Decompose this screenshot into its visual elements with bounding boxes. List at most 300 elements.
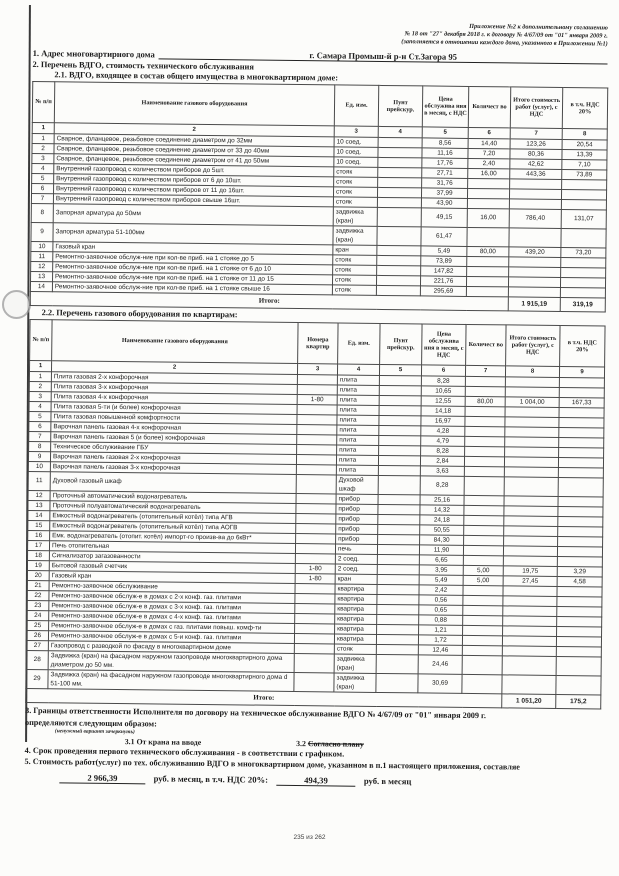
table-cell: 10,65 xyxy=(421,385,465,395)
option-3-2-text-struck: Согласно плану xyxy=(307,739,364,750)
table-cell: 84,30 xyxy=(420,534,464,544)
table-cell: 12 xyxy=(28,490,50,500)
table-cell: квартира xyxy=(335,623,377,633)
table-cell xyxy=(558,496,603,507)
column-header: Итого стоимость работ (услуг), с НДС xyxy=(510,86,562,128)
table-cell: 26 xyxy=(26,630,48,640)
table-cell xyxy=(503,595,557,606)
table-cell: 131,07 xyxy=(561,209,606,229)
column-number-cell: 3 xyxy=(297,363,337,374)
table-cell xyxy=(505,406,559,417)
section2-title: 2. Перечень ВДГО, стоимость технического обслуживания xyxy=(32,59,254,72)
section5-title: 5. Стоимость работ(услуг) по тех. обслуживанию ВДГО в многоквартирном доме, указанном в п.1 настоящего приложения, составляе xyxy=(24,757,520,773)
column-header: Наименование газового оборудования xyxy=(54,81,334,125)
table-cell: 10 соед. xyxy=(334,146,378,156)
table-cell: 19 xyxy=(27,560,49,570)
table-cell: стояк xyxy=(334,166,378,176)
table-cell xyxy=(559,407,604,418)
table-cell xyxy=(462,674,502,693)
table-cell xyxy=(378,465,420,475)
table-cell xyxy=(296,454,336,464)
table-cell xyxy=(503,625,557,636)
table-cell: 14,32 xyxy=(420,504,464,514)
section3-line1: 3. Границы ответственности Исполнителя по договору на техническое обслуживание ВДГО № 4/67/09 от "01" января 2009 г. xyxy=(25,705,486,720)
table-cell: 42,62 xyxy=(510,158,562,169)
column-number-cell: 2 xyxy=(54,122,334,136)
appendix-block xyxy=(33,18,608,49)
table-cell: 12,55 xyxy=(421,395,465,405)
table-cell: 10 xyxy=(28,461,50,471)
table-cell xyxy=(557,606,602,617)
table-cell xyxy=(559,437,604,448)
table-cell: стояк xyxy=(333,264,377,274)
table-cell: 14 xyxy=(30,281,52,291)
table-cell: Запорная арматура 51-100мм xyxy=(53,222,333,244)
column-number-cell: 5 xyxy=(422,126,468,138)
table-cell xyxy=(376,634,418,644)
table-cell: 7,20 xyxy=(468,148,510,158)
table-cell: Ремонтно-заявочное обслуж-ние при кол-ве приб. на 1 стояке свыше 16 xyxy=(52,281,332,294)
table-cell xyxy=(465,376,505,386)
table-cell xyxy=(377,624,419,634)
table-cell: стояк xyxy=(332,284,376,294)
table-cell xyxy=(509,266,561,277)
table-cell: прибор xyxy=(336,503,378,513)
table-cell: 27,45 xyxy=(503,575,557,586)
table-cell xyxy=(561,199,606,210)
table-cell xyxy=(465,406,505,416)
table-cell: Духовой газовый шкаф xyxy=(50,471,296,493)
table-cell xyxy=(378,475,420,494)
table-cell: 4 xyxy=(29,401,51,411)
table-cell: 8,28 xyxy=(421,445,465,455)
table-cell: 10 соед. xyxy=(334,156,378,166)
table-cell xyxy=(468,178,510,188)
vat-monthly-amount: 494,39 xyxy=(276,775,356,787)
table-cell xyxy=(560,287,605,298)
table-cell: 2 xyxy=(32,143,54,153)
table-cell: 2,40 xyxy=(468,158,510,168)
table-cell: Внутренний газопровод с количеством приборов свыше 16шт. xyxy=(53,193,333,206)
column-number-cell: 6 xyxy=(421,364,465,375)
table-cell: квартира xyxy=(335,583,377,593)
table-cell: Сварное, фланцевое, резьбовое соединение диаметром от 41 до 50мм xyxy=(54,153,334,166)
total-monthly-amount: 2 966,39 xyxy=(59,772,145,784)
table-cell: Емкостный водонагреватель (отопительный котёл) типа АГВ xyxy=(50,510,296,523)
table-cell xyxy=(504,476,558,496)
table-cell xyxy=(294,653,334,672)
table-cell xyxy=(376,673,418,692)
table-cell: 17 xyxy=(27,540,49,550)
table-cell xyxy=(377,197,421,207)
table-cell xyxy=(379,415,421,425)
amount-line xyxy=(59,772,599,789)
table-cell xyxy=(294,643,334,653)
table-cell: прибор xyxy=(336,523,378,533)
table-cell: 11,90 xyxy=(419,544,463,554)
table-cell xyxy=(561,257,606,268)
table-cell xyxy=(502,674,556,694)
table-cell: 4,79 xyxy=(421,435,465,445)
table-cell: 6,65 xyxy=(419,554,463,564)
table-cell: Ремонтно-заявочное обслуж-е в домах с 3-х конф. газ. плитами xyxy=(49,600,295,613)
table-cell xyxy=(465,446,505,456)
table-cell: 16,00 xyxy=(468,168,510,178)
table-cell: 13,39 xyxy=(562,149,607,160)
table-cell: 80,00 xyxy=(467,246,509,256)
table-cell: 8 xyxy=(29,441,51,451)
column-header: Пунт прейскур. xyxy=(380,323,422,364)
table-cell xyxy=(464,495,504,505)
table-cell xyxy=(377,187,421,197)
apartment-equipment-table xyxy=(25,318,605,709)
table-cell: 3,29 xyxy=(557,566,602,577)
table-cell: 2 соед. xyxy=(335,553,377,563)
table-cell: 5,00 xyxy=(463,575,503,585)
table-cell: 3,95 xyxy=(419,564,463,574)
table-cell xyxy=(378,494,420,504)
table-cell: Газовый кран xyxy=(49,570,295,583)
column-number-cell: 1 xyxy=(29,360,51,371)
table-cell: Задвижка (кран) на фасадном наружном газопроводе многоквартирного дома диаметром до 50 мм. xyxy=(48,650,294,672)
table-cell: 23 xyxy=(27,600,49,610)
table-cell: Газопровод с разводкой по фасаду в многоквартирном доме xyxy=(48,640,294,653)
column-number-cell: 7 xyxy=(510,127,562,139)
table-cell xyxy=(510,178,562,189)
table-cell: 27,71 xyxy=(422,167,468,178)
table-cell xyxy=(297,374,337,384)
column-number-cell: 6 xyxy=(468,127,510,138)
table-cell: Проточный полуавтоматический водонагреватель xyxy=(50,500,296,513)
table-cell: 295,69 xyxy=(420,285,466,296)
table-cell: 15 xyxy=(28,520,50,530)
table-cell: 786,40 xyxy=(509,208,561,228)
table-cell xyxy=(378,534,420,544)
table-cell xyxy=(502,645,556,656)
table-cell: 13 xyxy=(28,500,50,510)
table-cell xyxy=(557,616,602,627)
table-cell: 1 xyxy=(29,371,51,381)
table-cell: квартира xyxy=(334,633,376,643)
table-cell: 61,47 xyxy=(421,226,467,246)
table-cell: 221,76 xyxy=(420,275,466,286)
table-cell: Духовой шкаф xyxy=(336,474,378,493)
column-number-cell: 9 xyxy=(559,366,604,378)
table-cell xyxy=(505,446,559,457)
table-cell xyxy=(378,504,420,514)
table-cell: 4 xyxy=(32,163,54,173)
table-cell: Печь отопительная xyxy=(49,540,295,553)
table-cell xyxy=(379,425,421,435)
table-cell xyxy=(377,584,419,594)
table-cell xyxy=(296,523,336,533)
table-cell xyxy=(464,515,504,525)
table-cell: 16,97 xyxy=(421,415,465,425)
table-cell: 147,82 xyxy=(421,265,467,276)
table-cell: 9 xyxy=(31,222,53,241)
table-cell: квартира xyxy=(335,613,377,623)
column-header: Цена обслужива ния в месяц, с НДС xyxy=(422,323,466,364)
table-cell: плита xyxy=(336,454,378,464)
table-cell: Варочная панель газовая 4-х конфорочная xyxy=(51,421,297,434)
table-cell xyxy=(467,256,509,266)
option-3-2 xyxy=(296,739,364,749)
table-cell xyxy=(505,436,559,447)
table-cell: 49,15 xyxy=(421,207,467,227)
table-cell xyxy=(503,615,557,626)
table-cell xyxy=(467,266,509,276)
table-cell xyxy=(377,207,421,226)
appendix-line-3: (заполняется в отношении каждого дома, указанного в Приложении №1) xyxy=(401,38,608,48)
table-cell: 1 xyxy=(32,133,54,143)
table-cell: печь xyxy=(335,543,377,553)
table-cell xyxy=(463,555,503,565)
table-cell: 8,28 xyxy=(420,475,464,494)
table-cell: стояк xyxy=(333,186,377,196)
column-header: Пунт прейскур. xyxy=(378,85,422,126)
table-cell xyxy=(377,245,421,255)
table-cell: 5,49 xyxy=(421,245,467,256)
table-cell xyxy=(557,626,602,637)
table-cell xyxy=(464,525,504,535)
table-cell: 2,84 xyxy=(420,455,464,465)
table-cell xyxy=(503,555,557,566)
table-header-row xyxy=(30,319,605,367)
table-cell xyxy=(466,276,508,286)
table-cell xyxy=(379,395,421,405)
table-cell: Сигнализатор загазованности xyxy=(49,550,295,563)
table-cell: 14,18 xyxy=(421,405,465,415)
table-cell: 29 xyxy=(26,669,48,688)
table-cell: Плита газовая 2-х конфорочная xyxy=(51,371,297,384)
table-cell xyxy=(377,265,421,275)
table-cell xyxy=(508,276,560,287)
table-cell xyxy=(509,256,561,267)
table-cell: плита xyxy=(337,444,379,454)
table-cell: 30,69 xyxy=(418,673,462,692)
table-cell xyxy=(463,585,503,595)
amount-middle-text: руб. в месяц, в т.ч. НДС 20%: xyxy=(153,773,269,785)
column-number-cell: 2 xyxy=(51,360,297,374)
column-header: Наименование газового оборудования xyxy=(52,319,298,363)
table-cell xyxy=(504,525,558,536)
table-cell xyxy=(561,189,606,200)
table-cell: Плита газовая повышенной комфортности xyxy=(51,411,297,424)
table-cell: Техническое обслуживание ГБУ xyxy=(51,441,297,454)
table-cell: Ремонтно-заявочное обслуж-ние при кол-ве приб. на 1 стояке до 5 xyxy=(53,251,333,264)
table-cell xyxy=(462,635,502,645)
table-cell: 37,99 xyxy=(421,187,467,198)
table-cell: 31,76 xyxy=(422,177,468,188)
option-3-2-number: 3.2 xyxy=(296,739,306,749)
table-cell: Варочная панель газовая 3-х конфорочная xyxy=(50,461,296,474)
table-cell: 80,36 xyxy=(510,148,562,159)
table-cell: 4,58 xyxy=(557,576,602,587)
table-cell: 2 xyxy=(29,381,51,391)
table-cell xyxy=(465,386,505,396)
table-cell xyxy=(559,387,604,398)
table-cell: 13 xyxy=(31,271,53,281)
table-cell xyxy=(559,447,604,458)
column-number-cell: 4 xyxy=(378,126,422,137)
table-cell: 7,10 xyxy=(562,159,607,170)
table-cell: плита xyxy=(337,394,379,404)
table-cell: 20 xyxy=(27,570,49,580)
table-cell: 1,72 xyxy=(418,634,462,644)
table-cell: Задвижка (кран) на фасадном наружном газопроводе многоквартирного дома d 51-100 мм. xyxy=(48,669,294,691)
amount-suffix-text: руб. в месяц xyxy=(363,775,412,787)
table-cell: 43,90 xyxy=(421,197,467,208)
table-cell xyxy=(503,585,557,596)
table-cell xyxy=(504,495,558,506)
document-content xyxy=(24,18,608,789)
table-cell: 16,00 xyxy=(467,208,509,227)
table-cell xyxy=(296,474,336,493)
column-header: Ед. изм. xyxy=(338,322,380,363)
table-cell: 0,88 xyxy=(419,614,463,624)
table-cell: 1-80 xyxy=(295,573,335,583)
table-cell xyxy=(379,445,421,455)
table-cell: 1 004,00 xyxy=(505,396,559,407)
table-cell: 28 xyxy=(26,650,48,669)
table-cell xyxy=(378,514,420,524)
table-cell xyxy=(557,596,602,607)
table-cell xyxy=(504,505,558,516)
table-cell xyxy=(295,613,335,623)
table-cell: Ремонтно-заявочное обслуж-е в домах с газ. плитами повыш. комф-ти xyxy=(49,620,295,633)
table-cell xyxy=(503,545,557,556)
table-cell xyxy=(562,179,607,190)
table-cell xyxy=(505,416,559,427)
table-cell: плита xyxy=(337,414,379,424)
table-cell: 1,21 xyxy=(419,624,463,634)
table-cell: стояк xyxy=(332,274,376,284)
table-cell: стояк xyxy=(333,254,377,264)
table-cell xyxy=(557,556,602,567)
table-cell: Сварное, фланцевое, резьбовое соединение диаметром от 33 до 40мм xyxy=(54,143,334,156)
table-cell: плита xyxy=(337,424,379,434)
table-cell: 24 xyxy=(27,610,49,620)
table-cell xyxy=(296,503,336,513)
table-cell: 8,28 xyxy=(421,375,465,385)
table-cell xyxy=(295,543,335,553)
table-cell xyxy=(295,593,335,603)
column-header: Количест во xyxy=(468,86,510,127)
table-cell xyxy=(296,513,336,523)
table-cell: 73,89 xyxy=(562,169,607,180)
table-cell xyxy=(559,417,604,428)
table-cell xyxy=(377,226,421,245)
table-cell xyxy=(378,157,422,167)
table-cell xyxy=(464,505,504,515)
table-cell xyxy=(561,228,606,248)
table-cell: 50,55 xyxy=(420,524,464,534)
table-cell xyxy=(558,516,603,527)
table-cell xyxy=(558,477,603,497)
table-cell: 1-80 xyxy=(295,563,335,573)
table-cell xyxy=(295,553,335,563)
common-property-equipment-table xyxy=(30,81,609,313)
table-cell: 5 xyxy=(29,411,51,421)
table-cell xyxy=(297,404,337,414)
table-cell xyxy=(378,524,420,534)
table-cell: квартира xyxy=(335,603,377,613)
table-cell: Плита газовая 3-х конфорочная xyxy=(51,381,297,394)
table-cell xyxy=(376,285,420,295)
table-cell: Варочная панель газовая 2-х конфорочная xyxy=(50,451,296,464)
table-cell: 443,36 xyxy=(510,168,562,179)
column-header: Ед. изм. xyxy=(334,84,378,125)
table-cell: Плита газовая 4-х конфорочная xyxy=(51,391,297,404)
table-cell: задвижка (кран) xyxy=(333,206,377,225)
table-cell: 9 xyxy=(28,451,50,461)
table-cell: прибор xyxy=(336,513,378,523)
table-cell: плита xyxy=(337,434,379,444)
table-cell xyxy=(502,655,556,675)
table-cell xyxy=(463,615,503,625)
table-cell xyxy=(377,604,419,614)
table-cell xyxy=(296,533,336,543)
table-cell: 14,40 xyxy=(468,138,510,148)
table-cell: 2,42 xyxy=(419,584,463,594)
table-cell: 25,16 xyxy=(420,494,464,504)
table-cell: плита xyxy=(337,384,379,394)
table-cell: прибор xyxy=(336,493,378,503)
table-cell: Варочная панель газовая 5 (и более) конфорочная xyxy=(51,431,297,444)
table-cell: стояк xyxy=(333,196,377,206)
total-vat-value: 319,19 xyxy=(560,297,605,312)
table-cell: 4,28 xyxy=(421,425,465,435)
table-cell xyxy=(559,377,604,388)
table-header-row xyxy=(32,81,607,129)
total-label: Итого: xyxy=(26,688,502,707)
table-cell xyxy=(467,188,509,198)
column-header: в т.ч. НДС 20% xyxy=(562,87,607,129)
table-cell: Ремонтно-заявочное обслуж-е в домах с 4-х конф. газ. плитами xyxy=(49,610,295,623)
table-cell xyxy=(376,654,418,673)
column-number-cell: 3 xyxy=(334,125,378,136)
table-cell xyxy=(376,275,420,285)
table-cell xyxy=(463,605,503,615)
table-cell xyxy=(467,198,509,208)
column-header: Количест во xyxy=(466,324,506,365)
table-cell xyxy=(508,286,560,297)
column-header: Номера квартир xyxy=(298,322,338,363)
table-cell: плита xyxy=(336,464,378,474)
table-cell xyxy=(378,455,420,465)
column-number-cell: 4 xyxy=(337,363,379,374)
table-cell: 20,54 xyxy=(562,139,607,150)
table-cell: 5,00 xyxy=(463,565,503,575)
table-cell: 12 xyxy=(31,261,53,271)
table-cell: задвижка (кран) xyxy=(334,672,376,691)
table-cell xyxy=(505,386,559,397)
table-cell: 439,20 xyxy=(509,246,561,257)
table-cell xyxy=(464,456,504,466)
table-cell xyxy=(296,493,336,503)
table-cell xyxy=(376,644,418,654)
table-cell xyxy=(297,384,337,394)
table-cell: 2 соед. xyxy=(335,563,377,573)
table-cell: 3 xyxy=(32,153,54,163)
column-number-cell: 1 xyxy=(32,122,54,133)
table-cell xyxy=(558,526,603,537)
total-value: 1 915,19 xyxy=(508,296,560,311)
table-cell: 24,18 xyxy=(420,514,464,524)
table-cell: Емкостный водонагреватель (отопительный котёл) типа АОГВ xyxy=(50,520,296,533)
table-cell: 7 xyxy=(29,431,51,441)
section3-note: (ненужный вариант зачеркнуть) xyxy=(54,728,135,736)
